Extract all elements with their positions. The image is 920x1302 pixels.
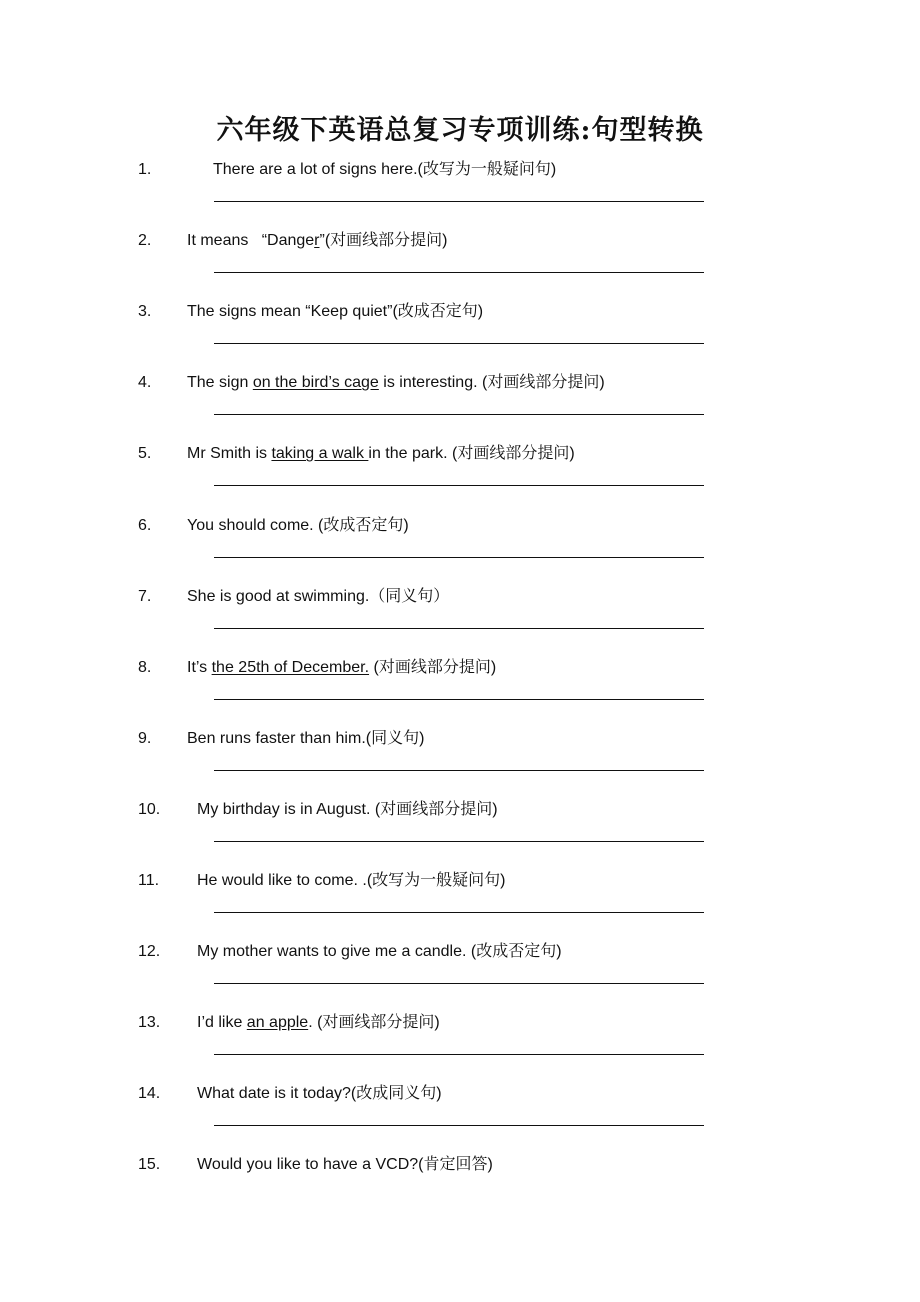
question-text-part: in the park. (对画线部分提问)	[368, 445, 575, 463]
answer-line[interactable]	[214, 1054, 704, 1055]
question-text-part: It’s	[187, 658, 212, 676]
question-text	[187, 373, 605, 393]
question-item	[0, 1155, 920, 1226]
question-text	[187, 231, 448, 251]
question-text-part: Mr Smith is	[187, 445, 272, 463]
question-number: 6.	[138, 516, 152, 534]
question-text	[187, 658, 496, 678]
question-item	[0, 658, 920, 729]
question-item	[0, 231, 920, 302]
question-item	[0, 160, 920, 231]
question-number: 13.	[138, 1014, 161, 1032]
answer-line[interactable]	[214, 485, 704, 486]
question-text	[197, 871, 506, 891]
question-text	[187, 587, 449, 607]
question-number: 5.	[138, 445, 152, 463]
worksheet-title: 六年级下英语总复习专项训练:句型转换	[216, 115, 704, 146]
question-text-part: It means “Dange	[187, 232, 315, 250]
question-item	[0, 1084, 920, 1155]
question-text	[197, 942, 562, 962]
question-text	[197, 800, 498, 820]
question-number: 1.	[138, 161, 152, 178]
question-number: 4.	[138, 374, 152, 392]
answer-line[interactable]	[214, 912, 704, 913]
question-item	[0, 516, 920, 587]
question-text	[197, 1013, 440, 1033]
question-text	[187, 516, 409, 536]
question-number: 9.	[138, 729, 152, 747]
answer-line[interactable]	[214, 841, 704, 842]
question-number: 12.	[138, 943, 161, 961]
question-text-part: What date is it today?(改成同义句)	[197, 1085, 442, 1103]
question-number: 14.	[138, 1085, 161, 1103]
question-number: 11.	[138, 872, 160, 889]
question-text-part: You should come. (改成否定句)	[187, 516, 409, 534]
underlined-phrase: taking a walk	[271, 445, 369, 463]
question-text-part: ”(对画线部分提问)	[319, 232, 448, 250]
question-item	[0, 871, 920, 942]
question-text-part: The signs mean “Keep quiet”(改成否定句)	[187, 303, 484, 321]
question-number: 2.	[138, 232, 152, 250]
answer-line[interactable]	[214, 983, 704, 984]
answer-line[interactable]	[214, 628, 704, 629]
question-text-part: . (对画线部分提问)	[308, 1014, 440, 1032]
question-text	[197, 1084, 442, 1104]
underlined-phrase: on the bird’s cage	[252, 374, 379, 392]
question-number: 10.	[138, 800, 161, 818]
question-text-part: He would like to come. .(改写为一般疑问句)	[197, 872, 506, 889]
answer-line[interactable]	[214, 272, 704, 273]
question-text-part: (对画线部分提问)	[369, 658, 497, 676]
question-text	[187, 729, 424, 749]
underlined-phrase: r	[314, 232, 320, 250]
question-item	[0, 373, 920, 444]
question-text	[197, 1155, 493, 1175]
underlined-phrase: an apple	[246, 1014, 309, 1032]
answer-line[interactable]	[214, 770, 704, 771]
question-text-part: I’d like	[197, 1014, 247, 1032]
question-number: 8.	[138, 658, 152, 676]
question-number: 7.	[138, 587, 152, 605]
answer-line[interactable]	[214, 343, 704, 344]
question-number: 15.	[138, 1156, 161, 1174]
question-item	[0, 800, 920, 871]
answer-line[interactable]	[214, 201, 704, 202]
question-item	[0, 444, 920, 515]
question-text-part: My birthday is in August. (对画线部分提问)	[197, 800, 498, 818]
question-text-part: Ben runs faster than him.(同义句)	[187, 729, 425, 747]
question-item	[0, 942, 920, 1013]
question-text	[187, 444, 575, 464]
answer-line[interactable]	[214, 1125, 704, 1126]
question-text-part: My mother wants to give me a candle. (改成否定句)	[197, 943, 562, 961]
question-text-part: The sign	[187, 374, 253, 392]
question-item	[0, 1013, 920, 1084]
question-item	[0, 302, 920, 373]
question-number: 3.	[138, 303, 152, 321]
question-text-part: is interesting. (对画线部分提问)	[378, 374, 605, 392]
underlined-phrase: the 25th of December.	[211, 658, 370, 676]
question-item	[0, 729, 920, 800]
answer-line[interactable]	[214, 699, 704, 700]
question-text-part: There are a lot of signs here.(改写为一般疑问句)	[213, 161, 557, 178]
answer-line[interactable]	[214, 414, 704, 415]
question-text-part: Would you like to have a VCD?(肯定回答)	[197, 1156, 493, 1174]
question-item	[0, 587, 920, 658]
question-text-part: She is good at swimming.（同义句）	[187, 587, 450, 605]
answer-line[interactable]	[214, 557, 704, 558]
question-text	[187, 302, 483, 322]
question-text	[213, 160, 556, 180]
